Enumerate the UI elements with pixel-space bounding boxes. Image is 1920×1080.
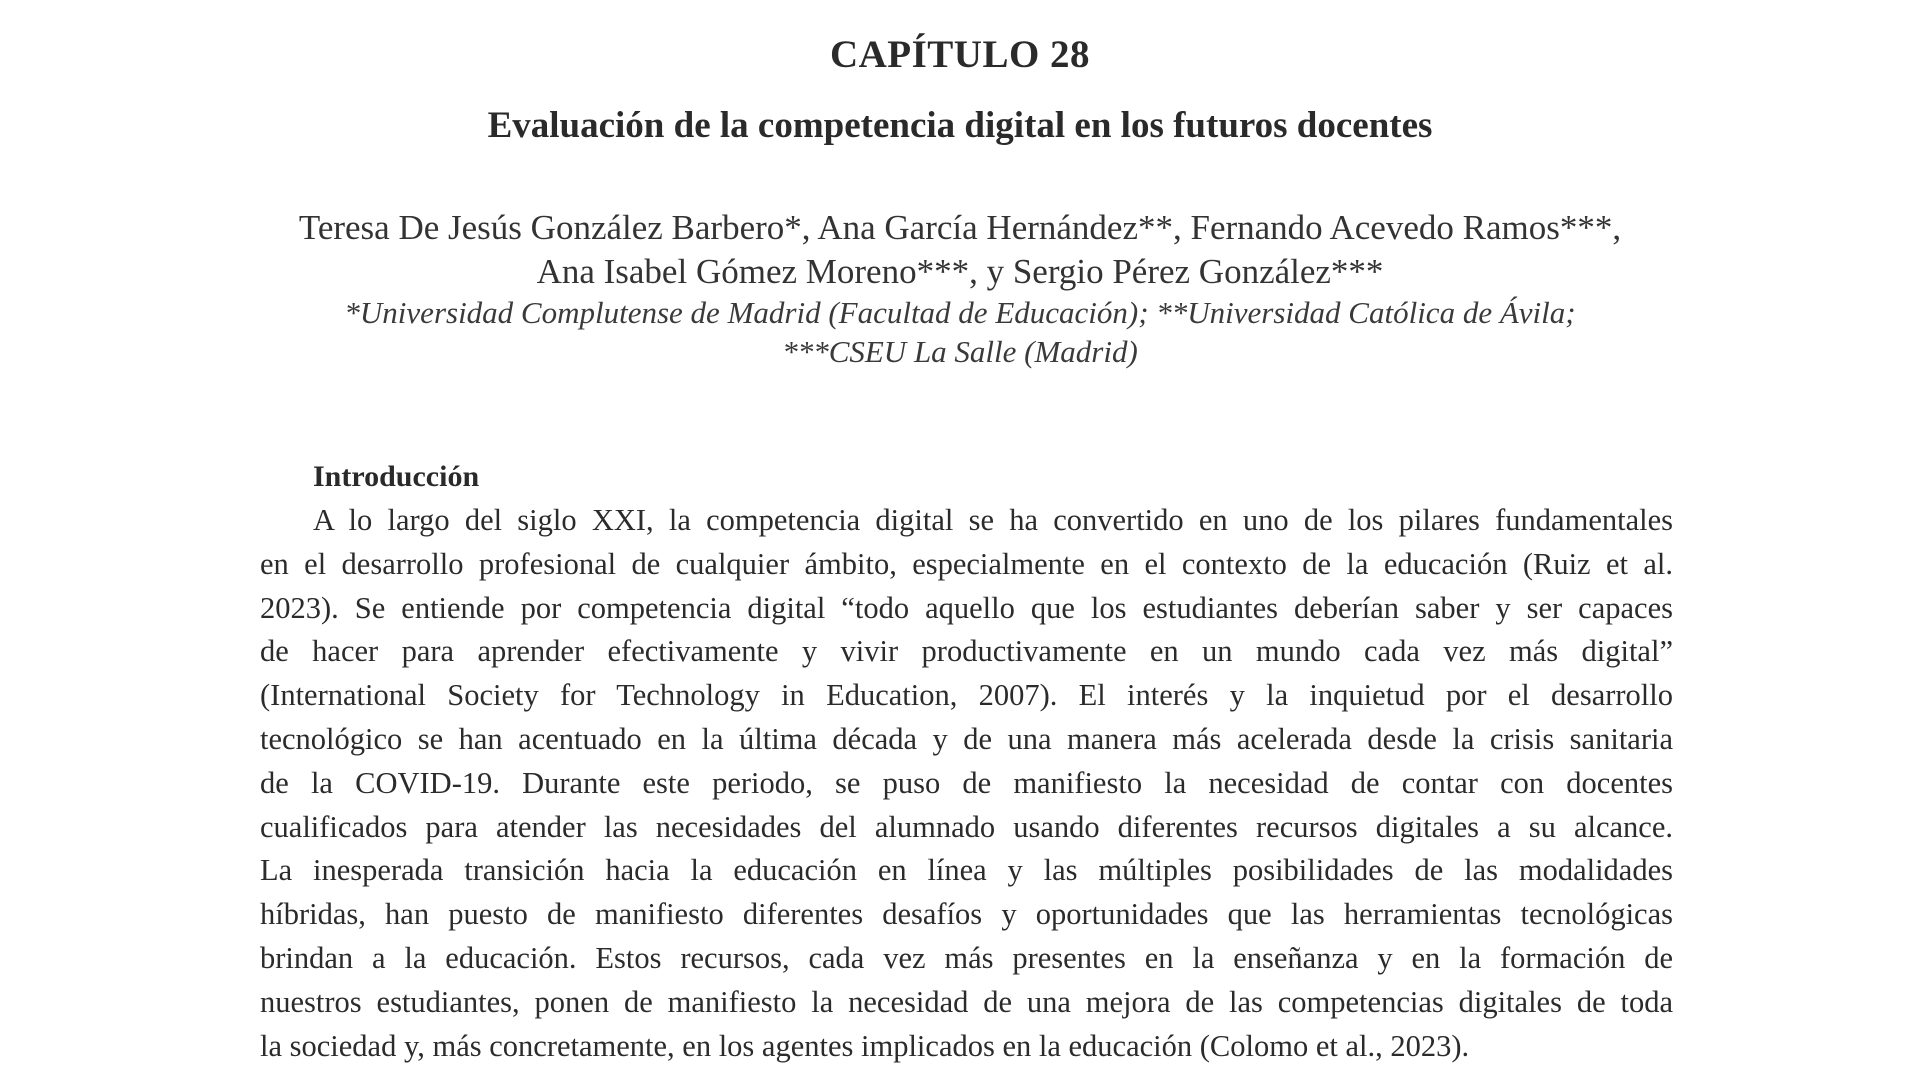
section-heading-introduccion: Introducción <box>313 460 480 493</box>
paragraph-line: brindan a la educación. Estos recursos, cada vez más presentes en la enseñanza y en la formación de <box>260 940 1673 975</box>
chapter-label: CAPÍTULO 28 <box>829 33 1091 76</box>
paragraph-line: en el desarrollo profesional de cualquier ámbito, especialmente en el contexto de la educación (Ruiz et al. <box>260 546 1673 581</box>
paragraph-line: La inesperada transición hacia la educación en línea y las múltiples posibilidades de las modalidades <box>260 853 1673 888</box>
paragraph-line: nuestros estudiantes, ponen de manifiesto la necesidad de una mejora de las competencias digitales de toda <box>260 984 1673 1019</box>
affiliation-line: *Universidad Complutense de Madrid (Facultad de Educación); **Universidad Católica de Ávila; <box>344 295 1576 330</box>
paragraph-line: (International Society for Technology in Education, 2007). El interés y la inquietud por el desarrollo <box>260 678 1673 713</box>
paragraph-line: híbridas, han puesto de manifiesto diferentes desafíos y oportunidades que las herramientas tecnológicas <box>260 897 1673 932</box>
author-line: Teresa De Jesús González Barbero*, Ana García Hernández**, Fernando Acevedo Ramos***, <box>298 208 1622 247</box>
paragraph-line: A lo largo del siglo XXI, la competencia digital se ha convertido en uno de los pilares fundamentales <box>313 503 1673 537</box>
paragraph-line: cualificados para atender las necesidades del alumnado usando diferentes recursos digitales a su alcance. <box>260 809 1673 844</box>
paragraph-line: 2023). Se entiende por competencia digital “todo aquello que los estudiantes deberían saber y ser capaces <box>260 590 1673 625</box>
affiliation-list <box>200 293 1720 371</box>
author-line: Ana Isabel Gómez Moreno***, y Sergio Pérez González*** <box>536 252 1384 291</box>
paragraph-line: de la COVID-19. Durante este periodo, se puso de manifiesto la necesidad de contar con docentes <box>260 765 1673 800</box>
affiliation-line: ***CSEU La Salle (Madrid) <box>782 334 1138 369</box>
paragraph-line: la sociedad y, más concretamente, en los agentes implicados en la educación (Colomo et al., 2023). <box>260 1028 1470 1063</box>
chapter-title: Evaluación de la competencia digital en los futuros docentes <box>487 105 1433 146</box>
introduction-paragraph <box>260 499 1673 1068</box>
paragraph-line: de hacer para aprender efectivamente y vivir productivamente en un mundo cada vez más digital” <box>260 634 1673 669</box>
author-list <box>200 206 1720 294</box>
paragraph-line: tecnológico se han acentuado en la última década y de una manera más acelerada desde la crisis sanitaria <box>260 721 1673 756</box>
